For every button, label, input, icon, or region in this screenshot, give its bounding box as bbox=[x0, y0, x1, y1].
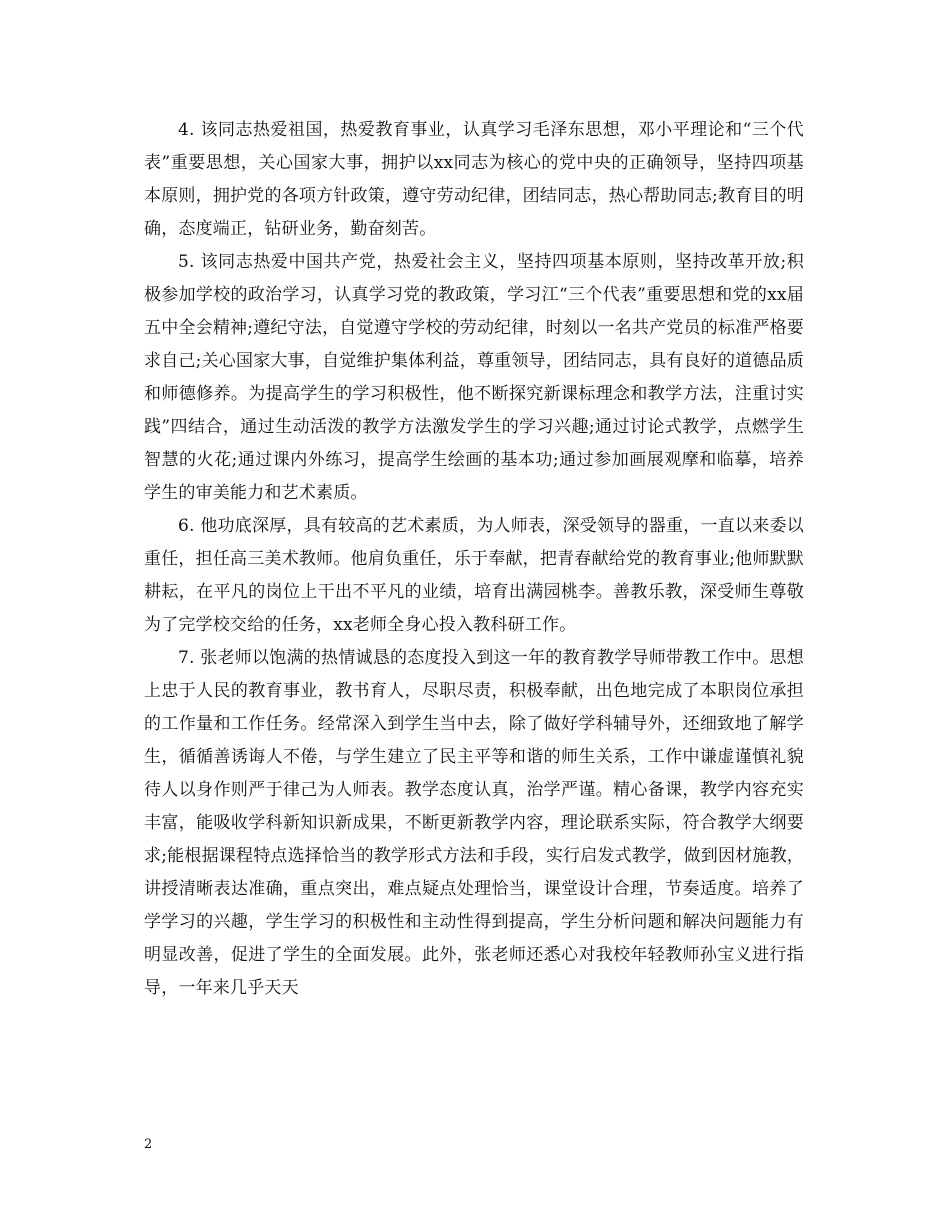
paragraph-4: 4. 该同志热爱祖国，热爱教育事业，认真学习毛泽东思想，邓小平理论和“三个代表”重要思想，关心国家大事，拥护以xx同志为核心的党中央的正确领导，坚持四项基本原则，拥护党的各项方针政策，遵守劳动纪律，团结同志，热心帮助同志;教育目的明确，态度端正，钻研业务，勤奋刻苦。 bbox=[144, 120, 804, 239]
paragraph-7: 7. 张老师以饱满的热情诚恳的态度投入到这一年的教育教学导师带教工作中。思想上忠于人民的教育事业，教书育人，尽职尽责，积极奉献，出色地完成了本职岗位承担的工作量和工作任务。经常深入到学生当中去，除了做好学科辅导外，还细致地了解学生，循循善诱诲人不倦，与学生建立了民主平等和谐的师生关系，工作中谦虚谨慎礼貌待人以身作则严于律己为人师表。教学态度认真，治学严谨。精心备课，教学内容充实丰富，能吸收学科新知识新成果，不断更新教学内容，理论联系实际，符合教学大纲要求;能根据课程特点选择恰当的教学形式方法和手段，实行启发式教学，做到因材施教，讲授清晰表达准确，重点突出，难点疑点处理恰当，课堂设计合理，节奏适度。培养了学学习的兴趣，学生学习的积极性和主动性得到提高，学生分析问题和解决问题能力有明显改善，促进了学生的全面发展。此外，张老师还悉心对我校年轻教师孙宝义进行指导，一年来几乎天天 bbox=[144, 648, 804, 998]
page-number: 2 bbox=[144, 1137, 153, 1152]
document-body bbox=[144, 114, 804, 1005]
paragraph-5: 5. 该同志热爱中国共产党，热爱社会主义，坚持四项基本原则，坚持改革开放;积极参加学校的政治学习，认真学习党的教政策，学习江“三个代表”重要思想和党的xx届五中全会精神;遵纪守法，自觉遵守学校的劳动纪律，时刻以一名共产党员的标准严格要求自己;关心国家大事，自觉维护集体利益，尊重领导，团结同志，具有良好的道德品质和师德修养。为提高学生的学习积极性，他不断探究新课标理念和教学方法，注重讨实践”四结合，通过生动活泼的教学方法激发学生的学习兴趣;通过讨论式教学，点燃学生智慧的火花;通过课内外练习，提高学生绘画的基本功;通过参加画展观摩和临摹，培养学生的审美能力和艺术素质。 bbox=[144, 252, 804, 503]
paragraph-6: 6. 他功底深厚，具有较高的艺术素质，为人师表，深受领导的器重，一直以来委以重任，担任高三美术教师。他肩负重任，乐于奉献，把青春献给党的教育事业;他师默默耕耘，在平凡的岗位上干出不平凡的业绩，培育出满园桃李。善教乐教，深受师生尊敬为了完学校交给的任务，xx老师全身心投入教科研工作。 bbox=[144, 516, 804, 635]
